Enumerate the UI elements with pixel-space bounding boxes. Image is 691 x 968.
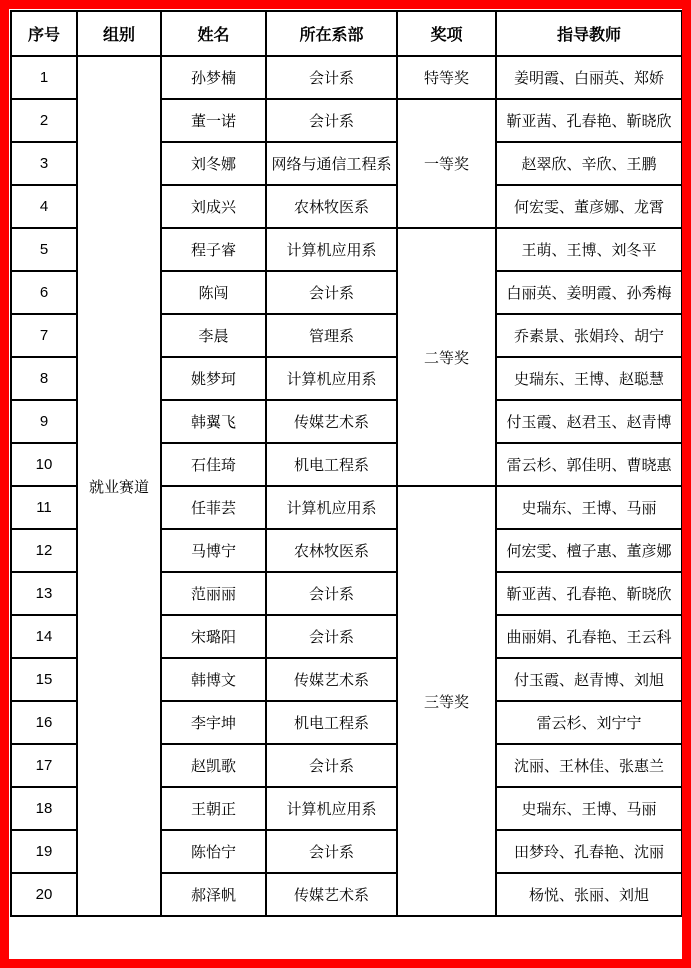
teachers-cell: 杨悦、张丽、刘旭 — [496, 873, 682, 916]
teachers-cell: 史瑞东、王博、马丽 — [496, 486, 682, 529]
table-row — [11, 56, 682, 99]
name-cell: 赵凯歌 — [161, 744, 266, 787]
serial-cell: 2 — [11, 99, 77, 142]
name-cell: 陈怡宁 — [161, 830, 266, 873]
name-cell: 韩博文 — [161, 658, 266, 701]
name-cell: 马博宁 — [161, 529, 266, 572]
serial-cell: 15 — [11, 658, 77, 701]
award-cell: 特等奖 — [397, 56, 496, 99]
serial-cell: 14 — [11, 615, 77, 658]
name-cell: 董一诺 — [161, 99, 266, 142]
teachers-cell: 付玉霞、赵君玉、赵青博 — [496, 400, 682, 443]
department-cell: 计算机应用系 — [266, 486, 397, 529]
name-cell: 石佳琦 — [161, 443, 266, 486]
serial-cell: 19 — [11, 830, 77, 873]
serial-cell: 13 — [11, 572, 77, 615]
department-cell: 网络与通信工程系 — [266, 142, 397, 185]
serial-cell: 8 — [11, 357, 77, 400]
department-cell: 会计系 — [266, 830, 397, 873]
name-cell: 李宇坤 — [161, 701, 266, 744]
column-header-3: 所在系部 — [266, 11, 397, 56]
column-header-5: 指导教师 — [496, 11, 682, 56]
department-cell: 会计系 — [266, 99, 397, 142]
department-cell: 计算机应用系 — [266, 228, 397, 271]
serial-cell: 10 — [11, 443, 77, 486]
serial-cell: 20 — [11, 873, 77, 916]
name-cell: 韩翼飞 — [161, 400, 266, 443]
serial-cell: 5 — [11, 228, 77, 271]
department-cell: 会计系 — [266, 615, 397, 658]
department-cell: 计算机应用系 — [266, 787, 397, 830]
teachers-cell: 付玉霞、赵青博、刘旭 — [496, 658, 682, 701]
name-cell: 程子睿 — [161, 228, 266, 271]
group-cell: 就业赛道 — [77, 56, 161, 916]
header-row — [11, 11, 682, 56]
name-cell: 任菲芸 — [161, 486, 266, 529]
department-cell: 传媒艺术系 — [266, 658, 397, 701]
teachers-cell: 曲丽娟、孔春艳、王云科 — [496, 615, 682, 658]
serial-cell: 17 — [11, 744, 77, 787]
teachers-cell: 何宏雯、檀子惠、董彦娜 — [496, 529, 682, 572]
department-cell: 农林牧医系 — [266, 529, 397, 572]
teachers-cell: 何宏雯、董彦娜、龙霄 — [496, 185, 682, 228]
teachers-cell: 白丽英、姜明霞、孙秀梅 — [496, 271, 682, 314]
teachers-cell: 史瑞东、王博、赵聪慧 — [496, 357, 682, 400]
name-cell: 刘成兴 — [161, 185, 266, 228]
name-cell: 李晨 — [161, 314, 266, 357]
teachers-cell: 沈丽、王林佳、张惠兰 — [496, 744, 682, 787]
name-cell: 王朝正 — [161, 787, 266, 830]
award-cell: 一等奖 — [397, 99, 496, 228]
serial-cell: 4 — [11, 185, 77, 228]
department-cell: 机电工程系 — [266, 701, 397, 744]
department-cell: 管理系 — [266, 314, 397, 357]
name-cell: 范丽丽 — [161, 572, 266, 615]
column-header-2: 姓名 — [161, 11, 266, 56]
serial-cell: 7 — [11, 314, 77, 357]
department-cell: 传媒艺术系 — [266, 873, 397, 916]
award-cell: 二等奖 — [397, 228, 496, 486]
teachers-cell: 赵翠欣、辛欣、王鹏 — [496, 142, 682, 185]
teachers-cell: 王萌、王博、刘冬平 — [496, 228, 682, 271]
serial-cell: 3 — [11, 142, 77, 185]
department-cell: 机电工程系 — [266, 443, 397, 486]
name-cell: 孙梦楠 — [161, 56, 266, 99]
serial-cell: 16 — [11, 701, 77, 744]
teachers-cell: 姜明霞、白丽英、郑娇 — [496, 56, 682, 99]
name-cell: 姚梦珂 — [161, 357, 266, 400]
department-cell: 传媒艺术系 — [266, 400, 397, 443]
column-header-0: 序号 — [11, 11, 77, 56]
name-cell: 郝泽帆 — [161, 873, 266, 916]
serial-cell: 9 — [11, 400, 77, 443]
serial-cell: 11 — [11, 486, 77, 529]
name-cell: 宋璐阳 — [161, 615, 266, 658]
table-body — [11, 56, 682, 916]
department-cell: 会计系 — [266, 56, 397, 99]
teachers-cell: 靳亚茜、孔春艳、靳晓欣 — [496, 572, 682, 615]
serial-cell: 1 — [11, 56, 77, 99]
serial-cell: 18 — [11, 787, 77, 830]
teachers-cell: 史瑞东、王博、马丽 — [496, 787, 682, 830]
department-cell: 计算机应用系 — [266, 357, 397, 400]
teachers-cell: 田梦玲、孔春艳、沈丽 — [496, 830, 682, 873]
teachers-cell: 乔素景、张娟玲、胡宁 — [496, 314, 682, 357]
column-header-1: 组别 — [77, 11, 161, 56]
serial-cell: 6 — [11, 271, 77, 314]
department-cell: 会计系 — [266, 271, 397, 314]
department-cell: 会计系 — [266, 744, 397, 787]
name-cell: 刘冬娜 — [161, 142, 266, 185]
teachers-cell: 雷云杉、郭佳明、曹晓惠 — [496, 443, 682, 486]
serial-cell: 12 — [11, 529, 77, 572]
award-results-table — [10, 10, 683, 917]
teachers-cell: 靳亚茜、孔春艳、靳晓欣 — [496, 99, 682, 142]
department-cell: 会计系 — [266, 572, 397, 615]
teachers-cell: 雷云杉、刘宁宁 — [496, 701, 682, 744]
column-header-4: 奖项 — [397, 11, 496, 56]
award-cell: 三等奖 — [397, 486, 496, 916]
department-cell: 农林牧医系 — [266, 185, 397, 228]
name-cell: 陈闯 — [161, 271, 266, 314]
